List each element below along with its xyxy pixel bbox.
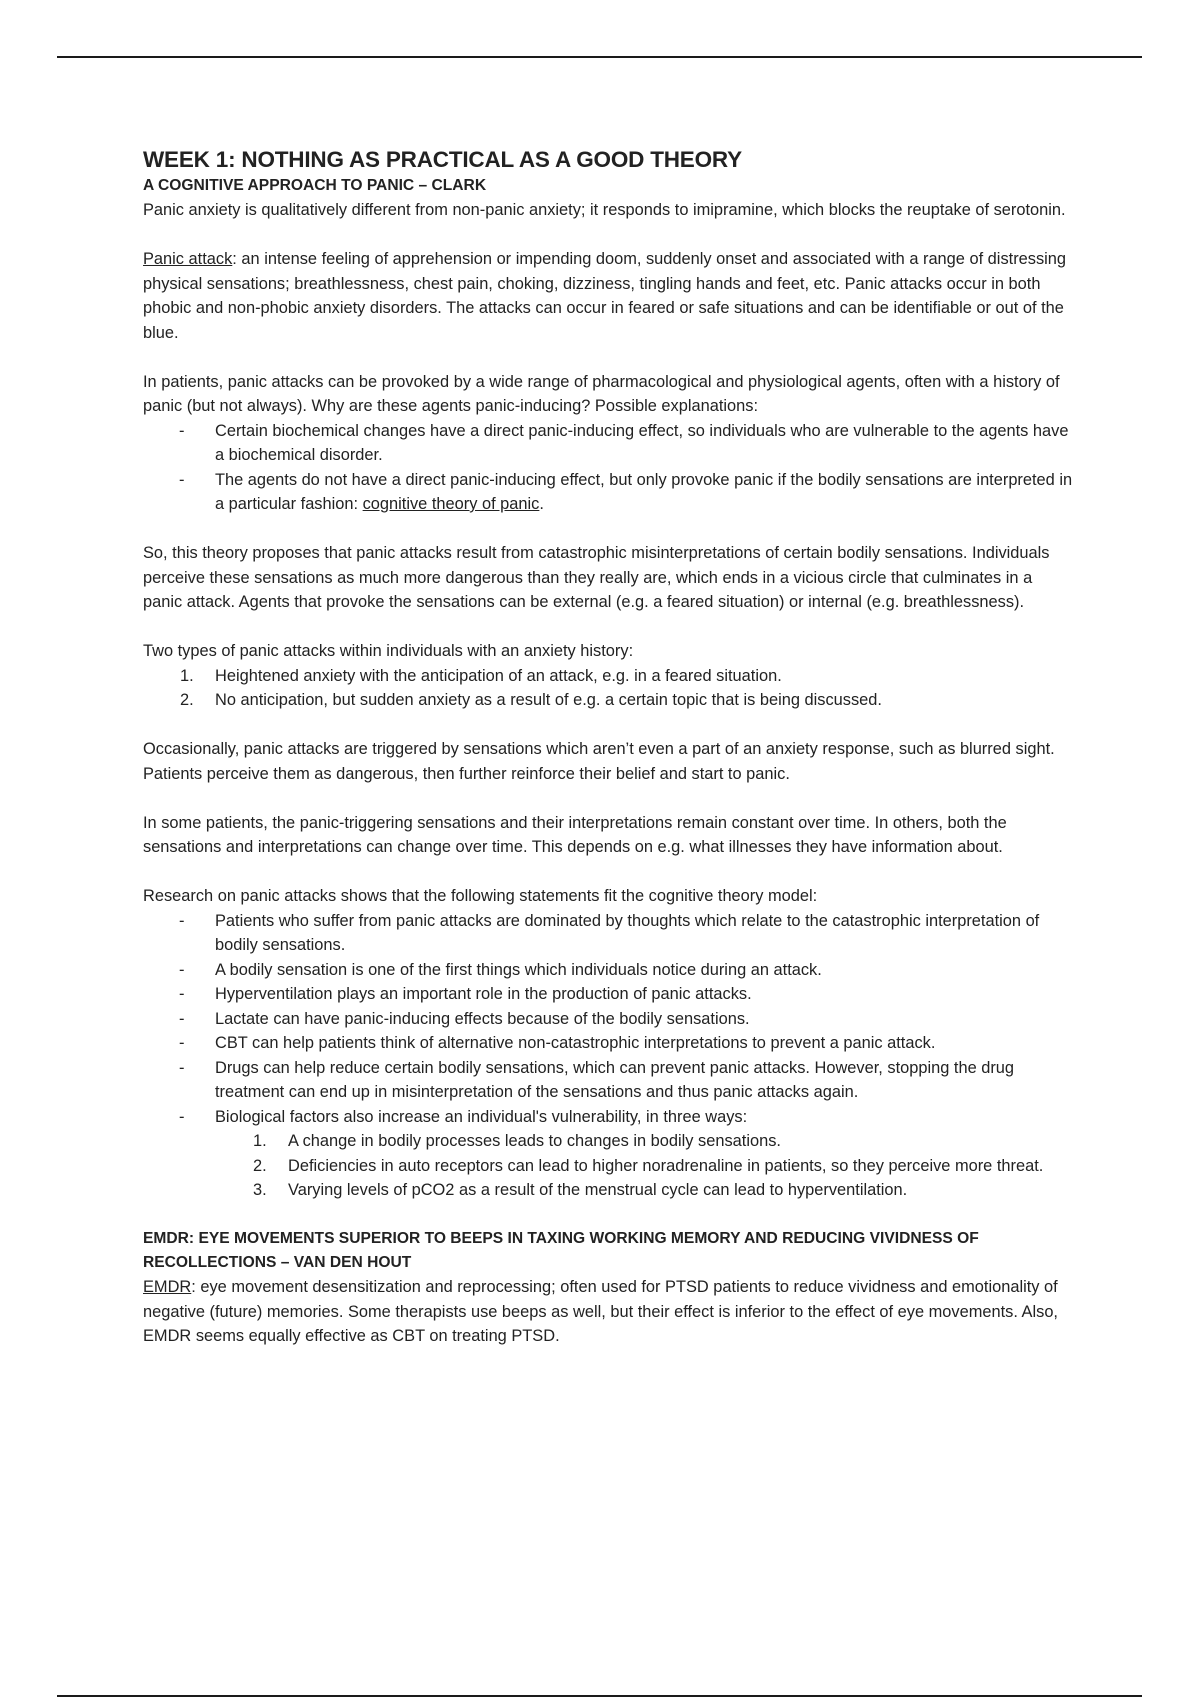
header-rule [57,56,1142,58]
intro-paragraph: Panic anxiety is qualitatively different from non-panic anxiety; it responds to imipramine, which blocks the reuptake of serotonin. [143,201,1066,219]
list-item-text: Heightened anxiety with the anticipation of an attack, e.g. in a feared situation. [215,666,782,685]
list-item [143,419,1073,468]
list-item [143,664,1073,689]
panic-attack-definition [143,247,1073,345]
footer-rule [57,1695,1142,1697]
spacer [143,786,1073,811]
list-item-text: CBT can help patients think of alternative non-catastrophic interpretations to prevent a panic attack. [215,1034,936,1052]
spacer [143,615,1073,640]
panic-attack-def-text: : an intense feeling of apprehension or impending doom, suddenly onset and associated with a range of distressing physical sensations; breathlessness, chest pain, choking, dizziness, tingling hands and feet, etc. Panic attacks occur in both phobic and non-phobic anxiety disorders. The attacks can occur in feared or safe situations and can be identifiable or out of the blue. [143,250,1067,342]
spacer [143,1203,1073,1228]
list-item-text: No anticipation, but sudden anxiety as a result of e.g. a certain topic that is being discussed. [215,691,882,709]
list-item [143,1105,1073,1203]
emdr-def-text: : eye movement desensitization and reprocessing; often used for PTSD patients to reduce vividness and emotionality of negative (future) memories. Some therapists use beeps as well, but their effect is inferior to the effect of eye movements. Also, EMDR seems equally effective as CBT on treating PTSD. [143,1278,1058,1345]
section-heading-emdr: EMDR: EYE MOVEMENTS SUPERIOR TO BEEPS IN TAXING WORKING MEMORY AND REDUCING VIVIDNESS OF RECOLLECTIONS – VAN DEN HOUT [143,1230,979,1271]
list-item-text: A bodily sensation is one of the first things which individuals notice during an attack. [215,960,822,979]
list-item-text: The agents do not have a direct panic-inducing effect, but only provoke panic if the bodily sensations are interpreted in a particular fashion: [215,470,1073,513]
constant-paragraph: In some patients, the panic-triggering sensations and their interpretations remain constant over time. In others, both the sensations and interpretations can change over time. This depends on e.g. what illnesses they have information about. [143,813,1007,856]
types-intro: Two types of panic attacks within individuals with an anxiety history: [143,642,634,660]
list-item-text: Certain biochemical changes have a direct panic-inducing effect, so individuals who are vulnerable to the agents have a biochemical disorder. [215,421,1069,464]
dash-marker: - [179,1009,185,1028]
list-item [143,1178,1073,1203]
number-marker: 1. [180,666,194,685]
agents-paragraph: In patients, panic attacks can be provoked by a wide range of pharmacological and physiological agents, often with a history of panic (but not always). Why are these agents panic-inducing? Possible explanations: [143,372,1060,415]
list-item [143,468,1073,517]
list-item-text: Varying levels of pCO2 as a result of the menstrual cycle can lead to hyperventilation. [288,1181,908,1199]
types-list [143,664,1073,713]
section-heading-clark: A COGNITIVE APPROACH TO PANIC – CLARK [143,177,487,194]
list-item [143,1056,1073,1105]
list-item-text: A change in bodily processes leads to changes in bodily sensations. [288,1132,781,1150]
list-item [143,1154,1073,1179]
dash-marker: - [179,985,185,1003]
list-item-end: . [539,495,544,513]
list-item [143,1129,1073,1154]
spacer [143,223,1073,248]
list-item-text: Lactate can have panic-inducing effects because of the bodily sensations. [215,1009,750,1028]
number-marker: 3. [253,1181,267,1199]
biological-factors-list [215,1129,1073,1203]
number-marker: 2. [253,1156,267,1175]
dash-marker: - [179,1058,185,1077]
list-item-text: Deficiencies in auto receptors can lead to higher noradrenaline in patients, so they perceive more threat. [288,1156,1044,1175]
theory-paragraph: So, this theory proposes that panic attacks result from catastrophic misinterpretations of certain bodily sensations. Individuals perceive these sensations as much more dangerous than they really are, which ends in a vicious circle that culminates in a panic attack. Agents that provoke the sensations can be external (e.g. a feared situation) or internal (e.g. breathlessness). [143,544,1050,611]
spacer [143,860,1073,885]
spacer [143,345,1073,370]
list-item [143,909,1073,958]
list-item [143,958,1073,983]
explanations-list [143,419,1073,517]
research-list [143,909,1073,1203]
dash-marker: - [179,960,185,979]
occasional-paragraph: Occasionally, panic attacks are triggered by sensations which aren’t even a part of an anxiety response, such as blurred sight. Patients perceive them as dangerous, then further reinforce their belief and start to panic. [143,740,1055,783]
list-item [143,1031,1073,1056]
emdr-term: EMDR [143,1278,192,1296]
dash-marker: - [179,1107,185,1126]
list-item [143,688,1073,713]
page-title: WEEK 1: NOTHING AS PRACTICAL AS A GOOD THEORY [143,147,742,172]
number-marker: 1. [253,1132,267,1150]
list-item-text: Patients who suffer from panic attacks are dominated by thoughts which relate to the catastrophic interpretation of bodily sensations. [215,911,1040,954]
list-item-text: Hyperventilation plays an important role in the production of panic attacks. [215,985,752,1003]
spacer [143,713,1073,738]
dash-marker: - [179,1034,185,1052]
dash-marker: - [179,911,185,930]
list-item-text: Biological factors also increase an individual's vulnerability, in three ways: [215,1107,748,1126]
document-body [143,146,1073,1349]
list-item [143,982,1073,1007]
panic-attack-term: Panic attack [143,250,233,268]
spacer [143,517,1073,542]
list-item [143,1007,1073,1032]
list-item-text: Drugs can help reduce certain bodily sensations, which can prevent panic attacks. However, stopping the drug treatment can end up in misinterpretation of the sensations and thus panic attacks again. [215,1058,1015,1101]
emdr-definition [143,1275,1073,1349]
number-marker: 2. [180,691,194,709]
research-intro: Research on panic attacks shows that the following statements fit the cognitive theory model: [143,887,818,905]
dash-marker: - [179,421,185,440]
cognitive-theory-term: cognitive theory of panic [362,495,540,513]
dash-marker: - [179,470,185,489]
